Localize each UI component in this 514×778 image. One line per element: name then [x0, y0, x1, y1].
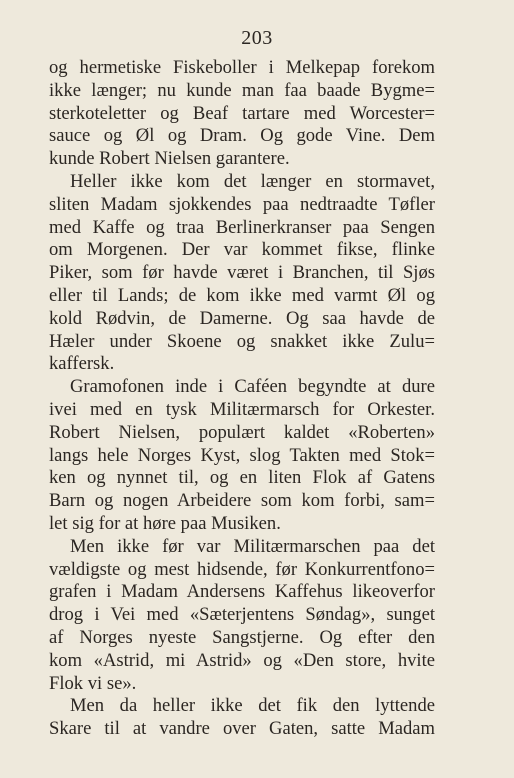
text-line: Skare til at vandre over Gaten, satte Madam: [49, 718, 435, 740]
text-line: Hæler under Skoene og snakket ikke Zulu=: [49, 330, 435, 352]
text-line: sterkoteletter og Beaf tartare med Worcester=: [49, 102, 435, 124]
text-line: drog i Vei med «Sæterjentens Søndag», sunget: [49, 604, 435, 626]
text-line: ken og nynnet til, og en liten Flok af Gatens: [49, 467, 435, 489]
page-number: 203: [241, 27, 273, 49]
text-line: kaffersk.: [49, 353, 115, 375]
body-text: [49, 57, 435, 741]
text-line: Heller ikke kom det længer en stormavet,: [70, 170, 435, 192]
text-line: Flok vi se».: [49, 672, 137, 694]
text-line: Men ikke før var Militærmarschen paa det: [70, 535, 435, 557]
text-line: kold Rødvin, de Damerne. Og saa havde de: [49, 307, 435, 329]
text-line: vældigste og mest hidsende, før Konkurrentfono=: [49, 558, 435, 580]
text-line: af Norges nyeste Sangstjerne. Og efter den: [49, 626, 435, 648]
text-line: med Kaffe og traa Berlinerkranser paa Sengen: [49, 216, 435, 238]
text-line: om Morgenen. Der var kommet fikse, flinke: [49, 239, 435, 261]
text-line: eller til Lands; de kom ikke med varmt Øl og: [49, 284, 435, 306]
text-line: ikke længer; nu kunde man faa baade Bygme=: [49, 79, 435, 101]
text-line: og hermetiske Fiskeboller i Melkepap forekom: [49, 57, 435, 78]
text-line: kunde Robert Nielsen garantere.: [49, 148, 290, 170]
text-line: let sig for at høre paa Musiken.: [49, 512, 281, 534]
text-line: sauce og Øl og Dram. Og gode Vine. Dem: [49, 125, 435, 147]
text-line: langs hele Norges Kyst, slog Takten med Stok=: [49, 444, 435, 466]
text-line: Men da heller ikke det fik den lyttende: [70, 695, 435, 717]
text-line: sliten Madam sjokkendes paa nedtraadte Tøfler: [49, 193, 435, 215]
text-line: Gramofonen inde i Caféen begyndte at dure: [70, 376, 435, 398]
text-line: Piker, som før havde været i Branchen, til Sjøs: [49, 262, 435, 284]
text-line: kom «Astrid, mi Astrid» og «Den store, hvite: [49, 649, 435, 671]
text-line: ivei med en tysk Militærmarsch for Orkester.: [49, 398, 435, 420]
text-line: Robert Nielsen, populært kaldet «Roberten»: [49, 421, 435, 443]
text-line: grafen i Madam Andersens Kaffehus likeoverfor: [49, 581, 435, 603]
text-line: Barn og nogen Arbeidere som kom forbi, sam=: [49, 490, 435, 512]
